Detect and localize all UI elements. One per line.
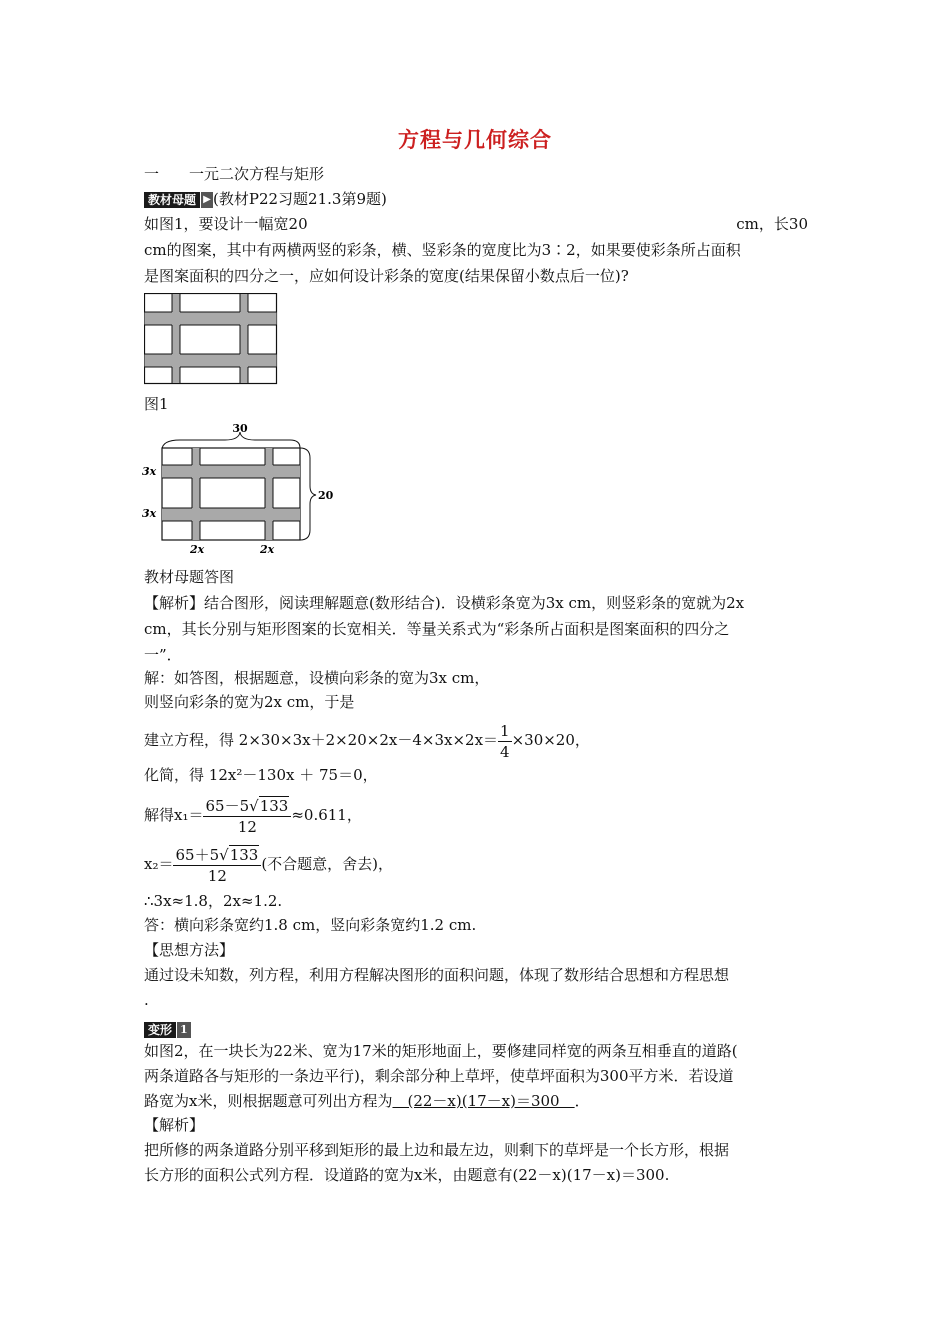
label-bottom-1: 2x xyxy=(190,543,205,556)
equation-line xyxy=(144,720,808,762)
x1-fraction: $\frac{65-5√133}{12}$ xyxy=(203,796,291,837)
variant-header xyxy=(144,1017,808,1041)
variant-line1: 如图2，在一块长为22米、宽为17米的矩形地面上，要修建同样宽的两条互相垂直的道路( xyxy=(144,1042,738,1060)
x1-denominator: 12 xyxy=(237,817,257,836)
x1-radicand: 133 xyxy=(259,796,289,815)
problem-text-line2: cm的图案，其中有两横两竖的彩条，横、竖彩条的宽度比为3∶2，如果要使彩条所占面积 xyxy=(144,241,741,259)
solution-line2: 则竖向彩条的宽为2x cm，于是 xyxy=(144,693,355,711)
variant-analysis-heading: 【解析】 xyxy=(144,1116,205,1134)
section-number: 一 xyxy=(144,165,160,183)
answer-figure-caption: 教材母题答图 xyxy=(144,568,235,586)
method-line2: . xyxy=(144,991,149,1009)
variant-text-3b: ． xyxy=(574,1092,590,1110)
equation-rhs: ×30×20， xyxy=(511,731,590,749)
variant-analysis-line1: 把所修的两条道路分别平移到矩形的最上边和最左边，则剩下的草坪是一个长方形，根据 xyxy=(144,1141,730,1159)
fraction-denominator: 4 xyxy=(500,742,510,761)
simplify-line xyxy=(144,763,808,787)
label-right: 20 xyxy=(318,489,334,502)
x1-lead: 解得x₁＝ xyxy=(144,806,204,824)
label-bottom-2: 2x xyxy=(260,543,275,556)
play-arrow-icon: ▶ xyxy=(201,192,213,208)
label-left-1: 3x xyxy=(142,465,157,478)
therefore-line: ∴3x≈1.8，2x≈1.2. xyxy=(144,892,283,910)
figure-1 xyxy=(144,293,278,385)
solution-line1: 解：如答图，根据题意，设横向彩条的宽为3x cm， xyxy=(144,669,490,687)
x1-numerator: 65－5 xyxy=(205,796,250,815)
mother-problem-header xyxy=(144,187,808,211)
method-line1: 通过设未知数，列方程，利用方程解决图形的面积问题，体现了数形结合思想和方程思想 xyxy=(144,966,730,984)
x2-fraction: $\frac{65+5√133}{12}$ xyxy=(173,845,261,886)
variant-text-3a: 路宽为x米，则根据题意可列出方程为 xyxy=(144,1092,393,1110)
answer-line: 答：横向彩条宽约1.8 cm，竖向彩条宽约1.2 cm. xyxy=(144,916,477,934)
analysis-line3: 一”． xyxy=(144,646,182,664)
section-name: 一元二次方程与矩形 xyxy=(189,165,325,183)
variant-answer: (22－x)(17－x)＝300 xyxy=(392,1092,575,1110)
problem-source: (教材P22习题21.3第9题) xyxy=(213,190,387,208)
method-heading: 【思想方法】 xyxy=(144,941,235,959)
problem-text-1b: cm，长30 xyxy=(736,215,808,233)
x2-denominator: 12 xyxy=(207,866,227,885)
problem-text-1a: 如图1，要设计一幅宽20 xyxy=(144,215,308,233)
x2-numerator: 65＋5 xyxy=(175,845,220,864)
variant-number: 1 xyxy=(177,1022,191,1038)
analysis-line1 xyxy=(144,591,808,615)
root-x2-line xyxy=(144,842,808,886)
analysis-line2: cm，其长分别与矩形图案的长宽相关．等量关系式为“彩条所占面积是图案面积的四分之 xyxy=(144,620,730,638)
equation-fraction xyxy=(498,721,512,762)
x1-approx: ≈0.611， xyxy=(291,806,362,824)
x2-radicand: 133 xyxy=(229,845,259,864)
problem-text-line3: 是图案面积的四分之一，应如何设计彩条的宽度(结果保留小数点后一位)? xyxy=(144,267,629,285)
simplify-equation: 12x²－130x ＋ 75＝0， xyxy=(208,766,378,784)
section-heading xyxy=(144,162,808,186)
equation-lhs: 2×30×3x＋2×20×2x－4×3x×2x＝ xyxy=(238,731,499,749)
analysis-heading: 【解析】 xyxy=(144,594,205,612)
equation-lead: 建立方程，得 xyxy=(144,731,235,749)
variant-analysis-line2: 长方形的面积公式列方程．设道路的宽为x米，由题意有(22－x)(17－x)＝300. xyxy=(144,1166,670,1184)
fraction-numerator: 1 xyxy=(500,721,510,740)
analysis-text-1: 结合图形，阅读理解题意(数形结合)．设横彩条宽为3x cm，则竖彩条的宽就为2x xyxy=(204,594,745,612)
label-top: 30 xyxy=(232,422,248,435)
variant-line2: 两条道路各与矩形的一条边平行)，剩余部分种上草坪，使草坪面积为300平方米．若设道 xyxy=(144,1067,734,1085)
x2-lead: x₂＝ xyxy=(144,855,174,873)
simplify-lead: 化简，得 xyxy=(144,766,205,784)
problem-text-line1 xyxy=(144,212,808,236)
figure-1-caption: 图1 xyxy=(144,395,169,413)
variant-line3 xyxy=(144,1089,808,1113)
x2-note: (不合题意，舍去)， xyxy=(261,855,394,873)
page-title: 方程与几何综合 xyxy=(398,127,552,152)
answer-figure xyxy=(140,420,340,560)
variant-badge: 变形 xyxy=(144,1022,176,1038)
root-x1-line xyxy=(144,793,808,837)
label-left-2: 3x xyxy=(142,507,157,520)
mother-problem-badge: 教材母题 xyxy=(144,192,200,208)
